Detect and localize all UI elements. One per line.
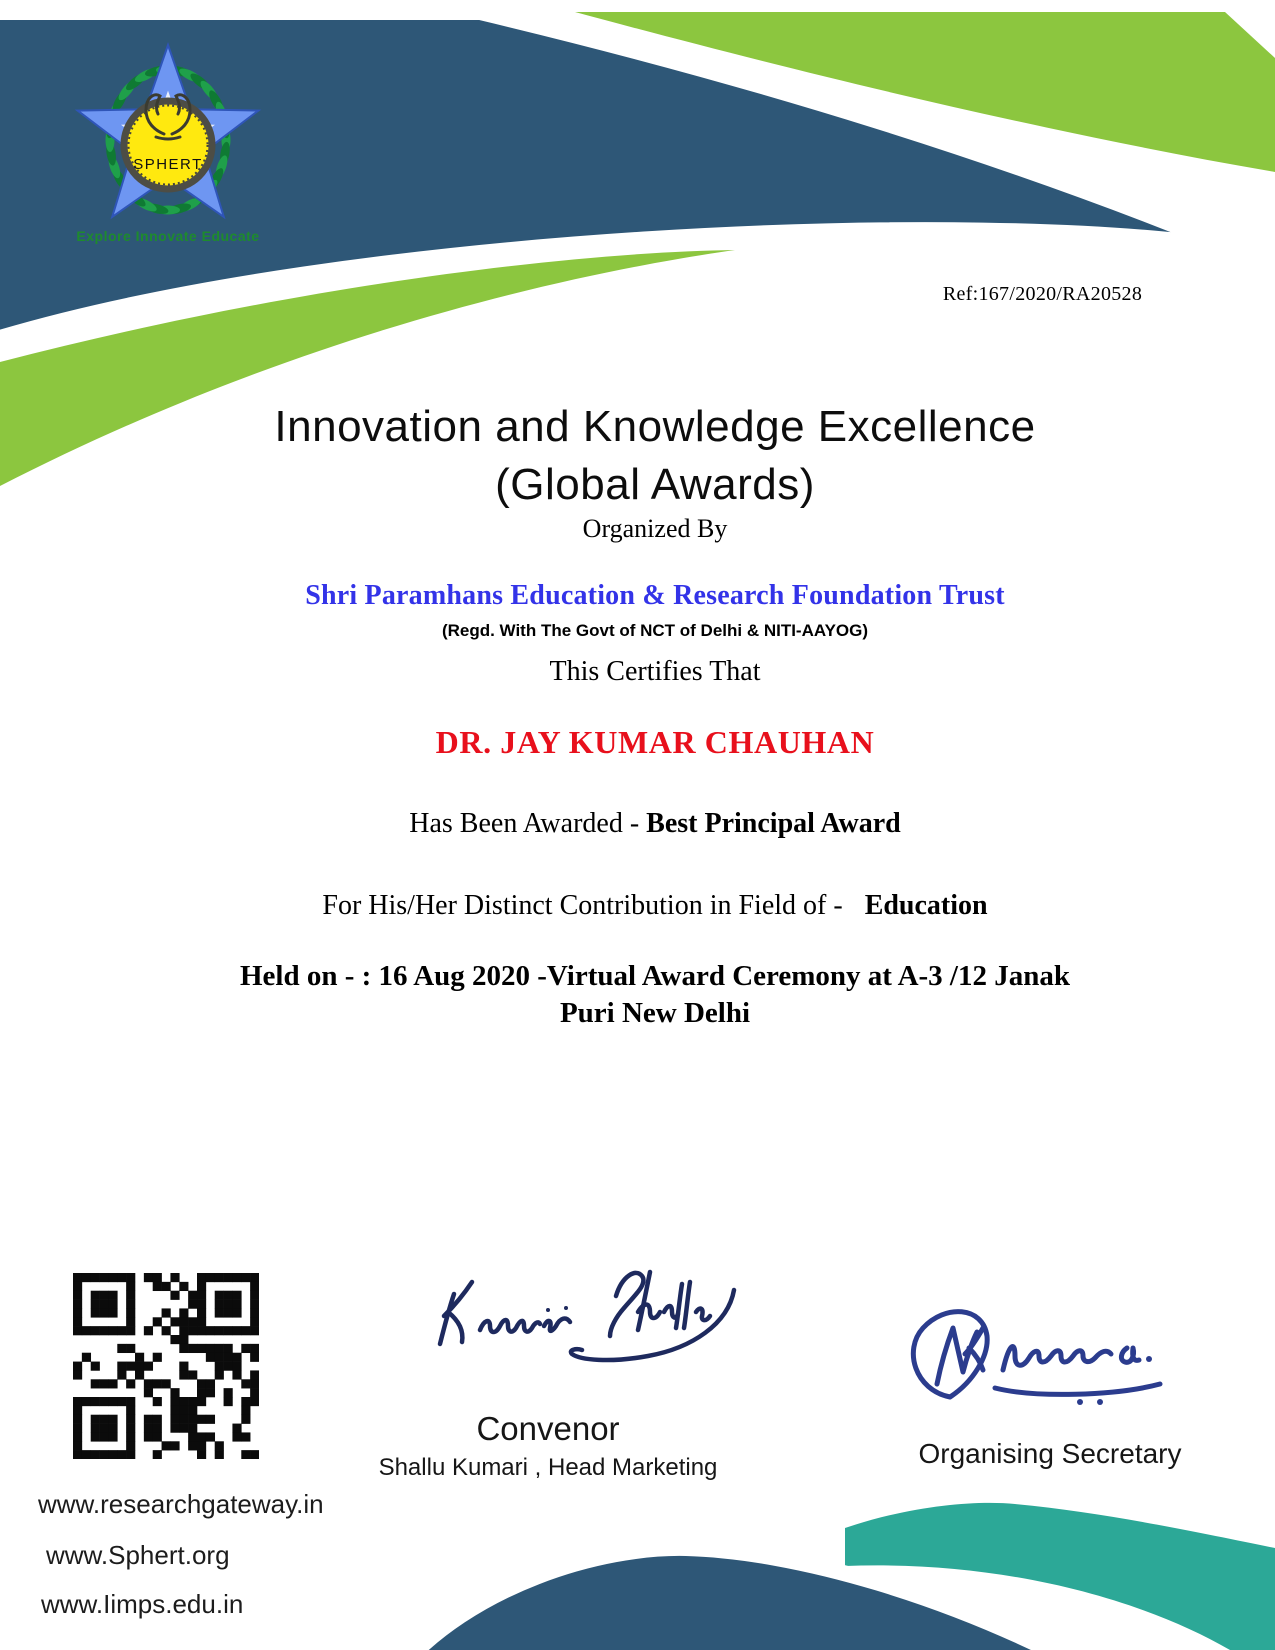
logo-tagline: Explore Innovate Educate — [76, 228, 260, 244]
organization-registration: (Regd. With The Govt of NCT of Delhi & NITI-AAYOG) — [441, 621, 869, 640]
website-iimps: www.Iimps.edu.in — [41, 1589, 244, 1619]
certifies-intro: This Certifies That — [549, 656, 761, 687]
field-prefix: For His/Her Distinct Contribution in Field of - — [322, 890, 843, 921]
event-line2: Puri New Delhi — [559, 997, 751, 1029]
convenor-name-role: Shallu Kumari , Head Marketing — [378, 1454, 718, 1481]
reference-number: Ref:167/2020/RA20528 — [942, 283, 1143, 305]
logo-badge-circle — [124, 101, 212, 189]
secretary-title: Organising Secretary — [918, 1438, 1182, 1469]
event-line1: Held on - : 16 Aug 2020 -Virtual Award Ceremony at A-3 /12 Janak — [240, 960, 1070, 992]
bottom-swoosh-decoration — [0, 1350, 1275, 1650]
award-name: Best Principal Award — [646, 808, 901, 839]
field-name: Education — [864, 890, 988, 921]
certificate-title — [50, 398, 1260, 514]
award-prefix: Has Been Awarded - — [409, 808, 647, 839]
website-researchgateway: www.researchgateway.in — [38, 1489, 324, 1519]
recipient-name: DR. JAY KUMAR CHAUHAN — [435, 724, 875, 760]
field-line — [50, 888, 1260, 924]
organized-by-label: Organized By — [582, 514, 728, 543]
sphert-logo-icon — [58, 28, 278, 233]
convenor-title: Convenor — [476, 1410, 620, 1447]
certificate-title-line1: Innovation and Knowledge Excellence — [274, 402, 1036, 451]
certificate-title-line2: (Global Awards) — [495, 460, 815, 509]
event-details — [50, 958, 1260, 1032]
website-sphert: www.Sphert.org — [46, 1540, 230, 1570]
award-line — [50, 806, 1260, 842]
logo-badge-text: SPHERT — [133, 156, 203, 173]
organization-name: Shri Paramhans Education & Research Foundation Trust — [305, 580, 1005, 611]
